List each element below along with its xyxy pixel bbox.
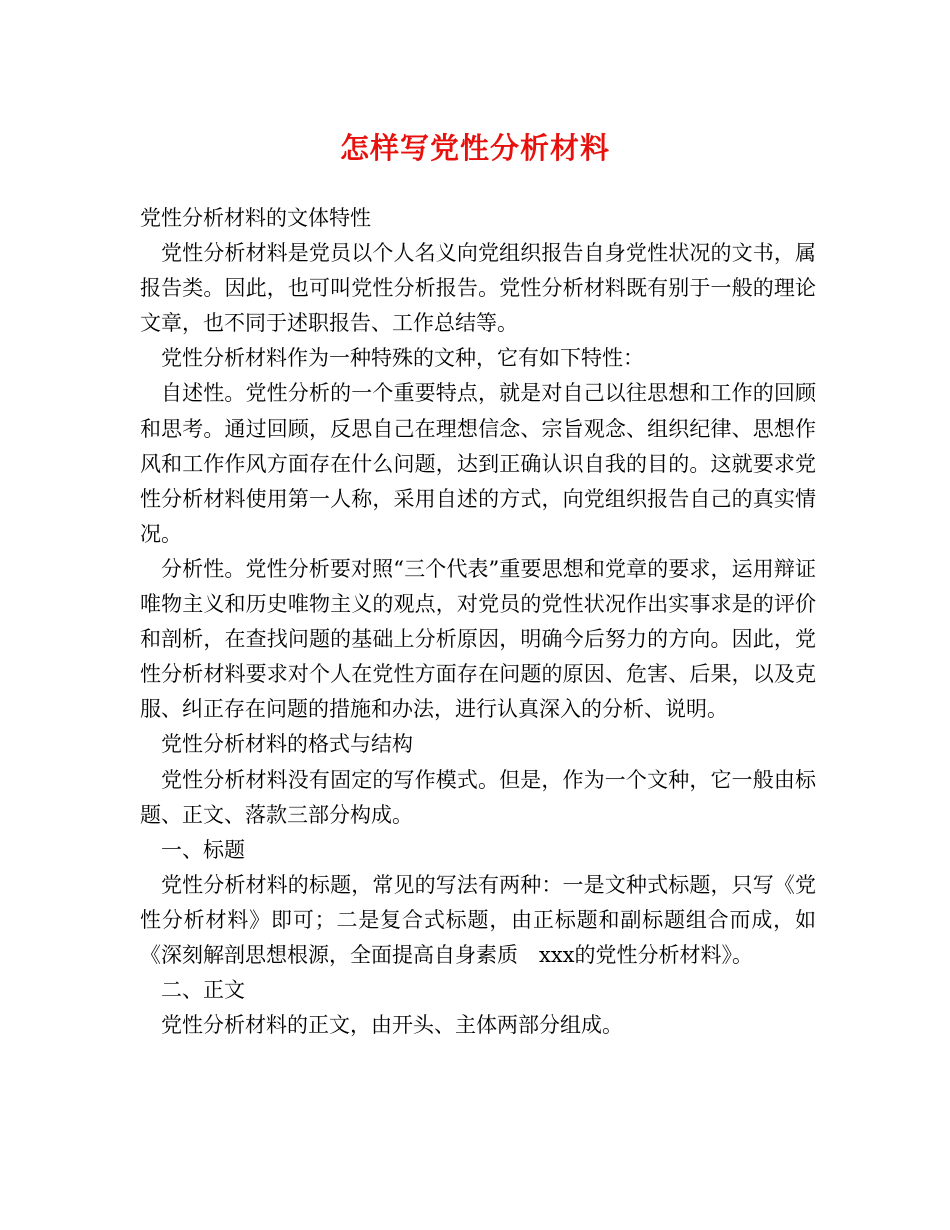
paragraph: 党性分析材料没有固定的写作模式。但是，作为一个文种，它一般由标题、正文、落款三部分构成。	[140, 767, 816, 827]
paragraph: 分析性。党性分析要对照“三个代表”重要思想和党章的要求，运用辩证唯物主义和历史唯物主义的观点，对党员的党性状况作出实事求是的评价和剖析，在查找问题的基础上分析原因，明确今后努力的方向。因此，党性分析材料要求对个人在党性方面存在问题的原因、危害、后果，以及克服、纠正存在问题的措施和办法，进行认真深入的分析、说明。	[140, 556, 816, 722]
paragraph: 党性分析材料作为一种特殊的文种，它有如下特性：	[161, 346, 644, 371]
paragraph-section-heading: 党性分析材料的文体特性	[140, 206, 371, 230]
paragraph: 党性分析材料是党员以个人名义向党组织报告自身党性状况的文书，属报告类。因此，也可叫党性分析报告。党性分析材料既有别于一般的理论文章，也不同于述职报告、工作总结等。	[140, 241, 816, 336]
paragraph: 自述性。党性分析的一个重要特点，就是对自己以往思想和工作的回顾和思考。通过回顾，反思自己在理想信念、宗旨观念、组织纪律、思想作风和工作作风方面存在什么问题，达到正确认识自我的目的。这就要求党性分析材料使用第一人称，采用自述的方式，向党组织报告自己的真实情况。	[140, 381, 816, 546]
paragraph: 党性分析材料的标题，常见的写法有两种：一是文种式标题，只写《党性分析材料》即可；二是复合式标题，由正标题和副标题组合而成，如《深刻解剖思想根源，全面提高自身素质 xxx的党性分析材料》。	[140, 872, 816, 967]
paragraph-subheading: 二、正文	[161, 978, 245, 1003]
paragraph-subheading: 一、标题	[161, 837, 245, 862]
document-body	[140, 201, 816, 1043]
paragraph: 党性分析材料的正文，由开头、主体两部分组成。	[161, 1013, 623, 1038]
document-title: 怎样写党性分析材料	[339, 131, 610, 165]
paragraph-section-heading: 党性分析材料的格式与结构	[161, 732, 413, 757]
